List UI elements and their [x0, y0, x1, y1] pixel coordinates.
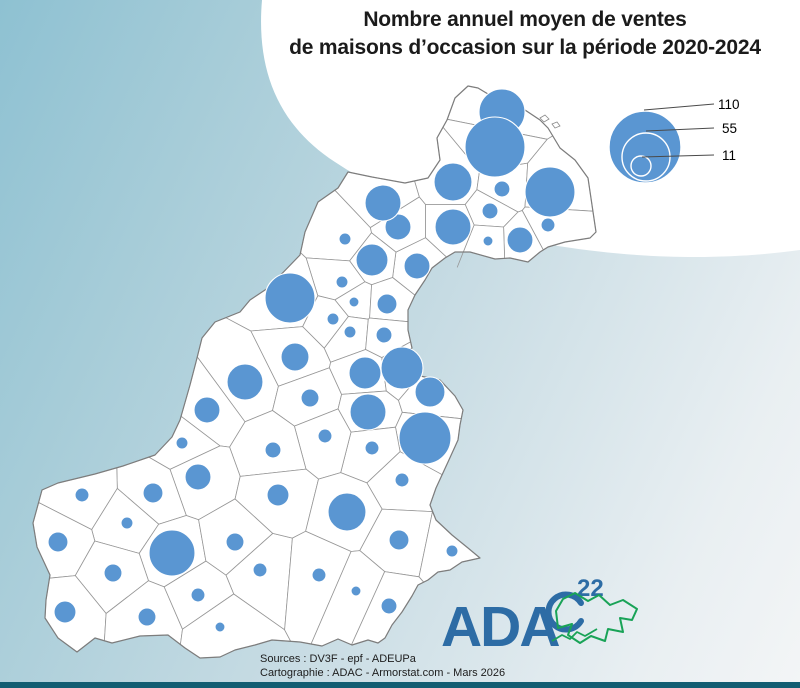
logo-number: 22 — [577, 575, 604, 602]
commune-sales-circle — [395, 473, 409, 487]
commune-sales-circle — [194, 397, 220, 423]
cartography-text: Cartographie : ADAC - Armorstat.com - Mars 2026 — [260, 667, 506, 680]
commune-sales-circle — [349, 357, 381, 389]
commune-sales-circle — [176, 437, 188, 449]
legend-label-110: 110 — [718, 97, 740, 112]
commune-sales-circle — [281, 343, 309, 371]
commune-sales-circle — [75, 488, 89, 502]
commune-sales-circle — [143, 483, 163, 503]
commune-sales-circle — [327, 313, 339, 325]
commune-sales-circle — [399, 412, 451, 464]
commune-sales-circle — [318, 429, 332, 443]
commune-sales-circle — [415, 377, 445, 407]
footer-bar — [0, 682, 800, 688]
commune-sales-circle — [356, 244, 388, 276]
commune-sales-circle — [351, 586, 361, 596]
commune-sales-circle — [507, 227, 533, 253]
commune-sales-circle — [104, 564, 122, 582]
commune-sales-circle — [350, 394, 386, 430]
map-title — [270, 6, 780, 63]
commune-sales-circle — [138, 608, 156, 626]
commune-sales-circle — [494, 181, 510, 197]
commune-sales-circle — [339, 233, 351, 245]
commune-sales-circle — [191, 588, 205, 602]
map-title-line2: de maisons d’occasion sur la période 2020-2024 — [289, 36, 761, 60]
commune-sales-circle — [389, 530, 409, 550]
commune-sales-circle — [54, 601, 76, 623]
commune-sales-circle — [435, 209, 471, 245]
commune-sales-circle — [376, 327, 392, 343]
commune-sales-circle — [226, 533, 244, 551]
map-title-line1: Nombre annuel moyen de ventes — [363, 8, 687, 31]
commune-sales-circle — [265, 273, 315, 323]
legend-label-55: 55 — [722, 121, 738, 136]
commune-sales-circle — [525, 167, 575, 217]
commune-sales-circle — [149, 530, 195, 576]
commune-sales-circle — [381, 598, 397, 614]
adac-logo — [441, 575, 637, 659]
commune-sales-circle — [349, 297, 359, 307]
logo-text: ADA — [441, 595, 559, 659]
commune-sales-circle — [265, 442, 281, 458]
commune-sales-circle — [483, 236, 493, 246]
legend-circle-11 — [631, 156, 651, 176]
legend-label-11: 11 — [722, 148, 737, 163]
commune-sales-circle — [482, 203, 498, 219]
commune-sales-circle — [185, 464, 211, 490]
commune-sales-circle — [328, 493, 366, 531]
commune-sales-circle — [48, 532, 68, 552]
commune-sales-circle — [336, 276, 348, 288]
commune-sales-circle — [312, 568, 326, 582]
commune-sales-circle — [121, 517, 133, 529]
commune-sales-circle — [465, 117, 525, 177]
commune-sales-circle — [377, 294, 397, 314]
commune-sales-circle — [253, 563, 267, 577]
commune-sales-circle — [541, 218, 555, 232]
sources-text: Sources : DV3F - epf - ADEUPa — [260, 653, 416, 665]
commune-sales-circle — [365, 441, 379, 455]
footer-credits — [260, 652, 505, 681]
commune-sales-circle — [404, 253, 430, 279]
commune-sales-circle — [365, 185, 401, 221]
commune-sales-circle — [301, 389, 319, 407]
commune-sales-circle — [215, 622, 225, 632]
commune-sales-circle — [381, 347, 423, 389]
commune-sales-circle — [267, 484, 289, 506]
commune-sales-circle — [344, 326, 356, 338]
commune-sales-circle — [434, 163, 472, 201]
commune-sales-circle — [227, 364, 263, 400]
commune-sales-circle — [446, 545, 458, 557]
